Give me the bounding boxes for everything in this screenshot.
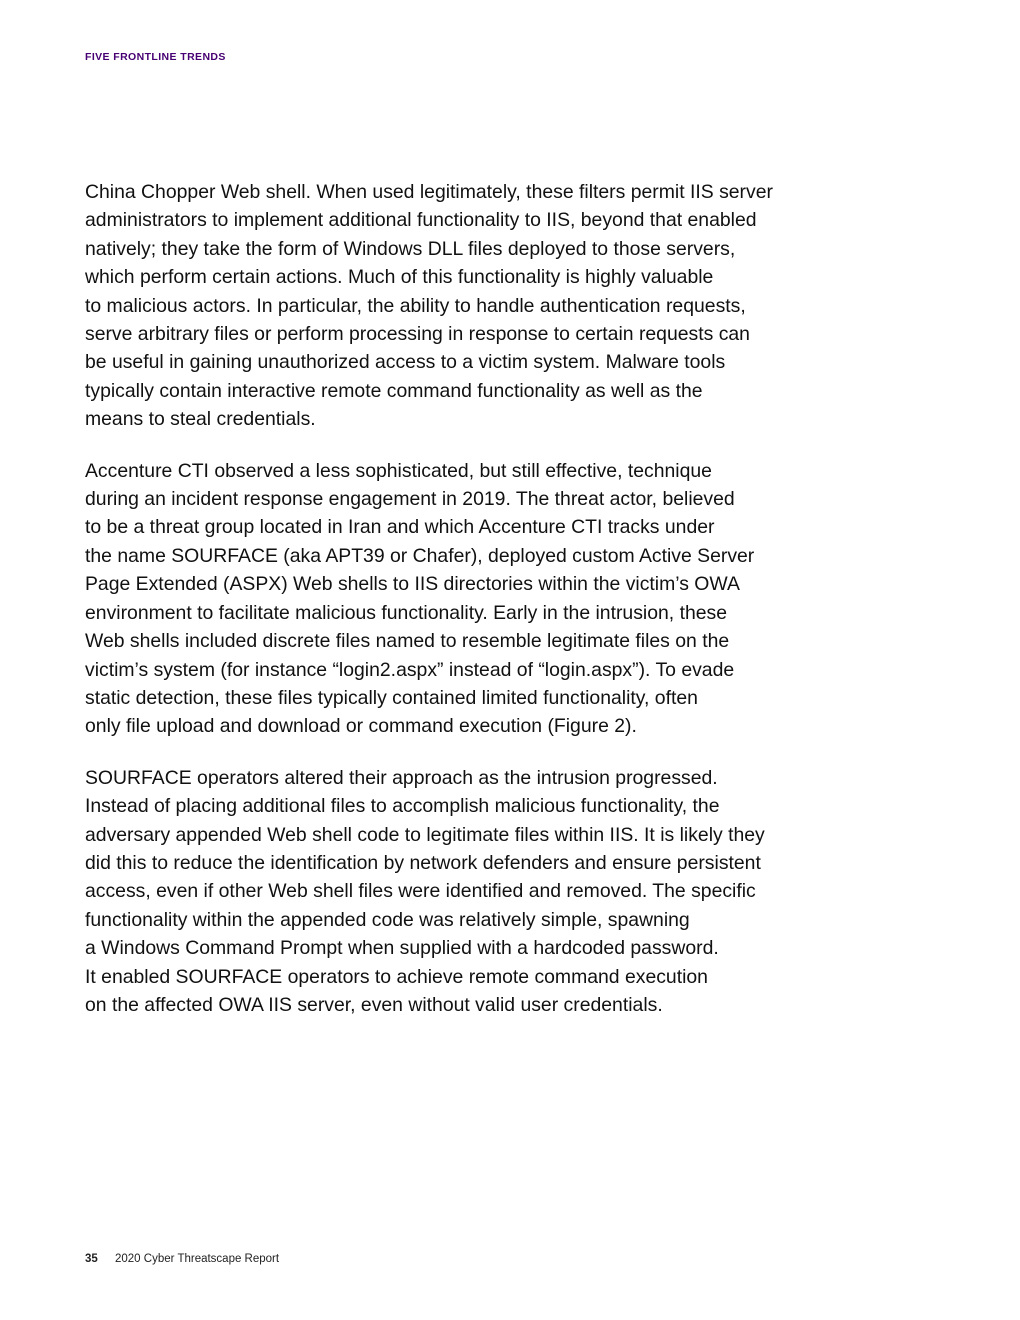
page-number: 35: [85, 1253, 98, 1265]
text-line: during an incident response engagement in 2019. The threat actor, believed: [85, 488, 735, 511]
page-footer: [85, 1253, 279, 1265]
text-line: China Chopper Web shell. When used legitimately, these filters permit IIS server: [85, 181, 773, 203]
text-line: Page Extended (ASPX) Web shells to IIS directories within the victim’s OWA: [85, 573, 740, 596]
text-line: serve arbitrary files or perform processing in response to certain requests can: [85, 323, 750, 346]
text-line: functionality within the appended code was relatively simple, spawning: [85, 908, 690, 931]
text-line: Web shells included discrete files named to resemble legitimate files on the: [85, 630, 730, 653]
text-line: SOURFACE operators altered their approach as the intrusion progressed.: [85, 766, 718, 789]
text-line: only file upload and download or command execution (Figure 2).: [85, 715, 637, 738]
text-line: to be a threat group located in Iran and which Accenture CTI tracks under: [85, 516, 715, 539]
text-line: administrators to implement additional functionality to IIS, beyond that enabled: [85, 209, 757, 232]
text-line: to malicious actors. In particular, the ability to handle authentication requests,: [85, 294, 746, 317]
paragraph-2: [85, 457, 825, 741]
text-line: Instead of placing additional files to accomplish malicious functionality, the: [85, 795, 720, 818]
text-line: environment to facilitate malicious functionality. Early in the intrusion, these: [85, 601, 728, 624]
text-line: typically contain interactive remote command functionality as well as the: [85, 379, 703, 402]
text-line: victim’s system (for instance “login2.aspx” instead of “login.aspx”). To evade: [85, 658, 735, 681]
text-line: adversary appended Web shell code to legitimate files within IIS. It is likely they: [85, 823, 765, 846]
paragraph-3: [85, 764, 825, 1020]
text-line: means to steal credentials.: [85, 408, 316, 431]
text-line: did this to reduce the identification by network defenders and ensure persistent: [85, 851, 761, 874]
text-line: a Windows Command Prompt when supplied with a hardcoded password.: [85, 937, 719, 960]
body-text: [85, 178, 825, 1042]
text-line: which perform certain actions. Much of this functionality is highly valuable: [85, 266, 714, 289]
report-title: 2020 Cyber Threatscape Report: [115, 1253, 280, 1265]
section-label: FIVE FRONTLINE TRENDS: [85, 51, 226, 63]
text-line: Accenture CTI observed a less sophisticated, but still effective, technique: [85, 459, 712, 482]
text-line: on the affected OWA IIS server, even without valid user credentials.: [85, 993, 663, 1016]
text-line: It enabled SOURFACE operators to achieve remote command execution: [85, 965, 708, 988]
text-line: the name SOURFACE (aka APT39 or Chafer), deployed custom Active Server: [85, 544, 755, 567]
paragraph-1: [85, 178, 825, 434]
text-line: static detection, these files typically contained limited functionality, often: [85, 686, 698, 709]
text-line: be useful in gaining unauthorized access to a victim system. Malware tools: [85, 351, 726, 374]
text-line: natively; they take the form of Windows DLL files deployed to those servers,: [85, 237, 736, 260]
text-line: access, even if other Web shell files were identified and removed. The specific: [85, 880, 756, 903]
